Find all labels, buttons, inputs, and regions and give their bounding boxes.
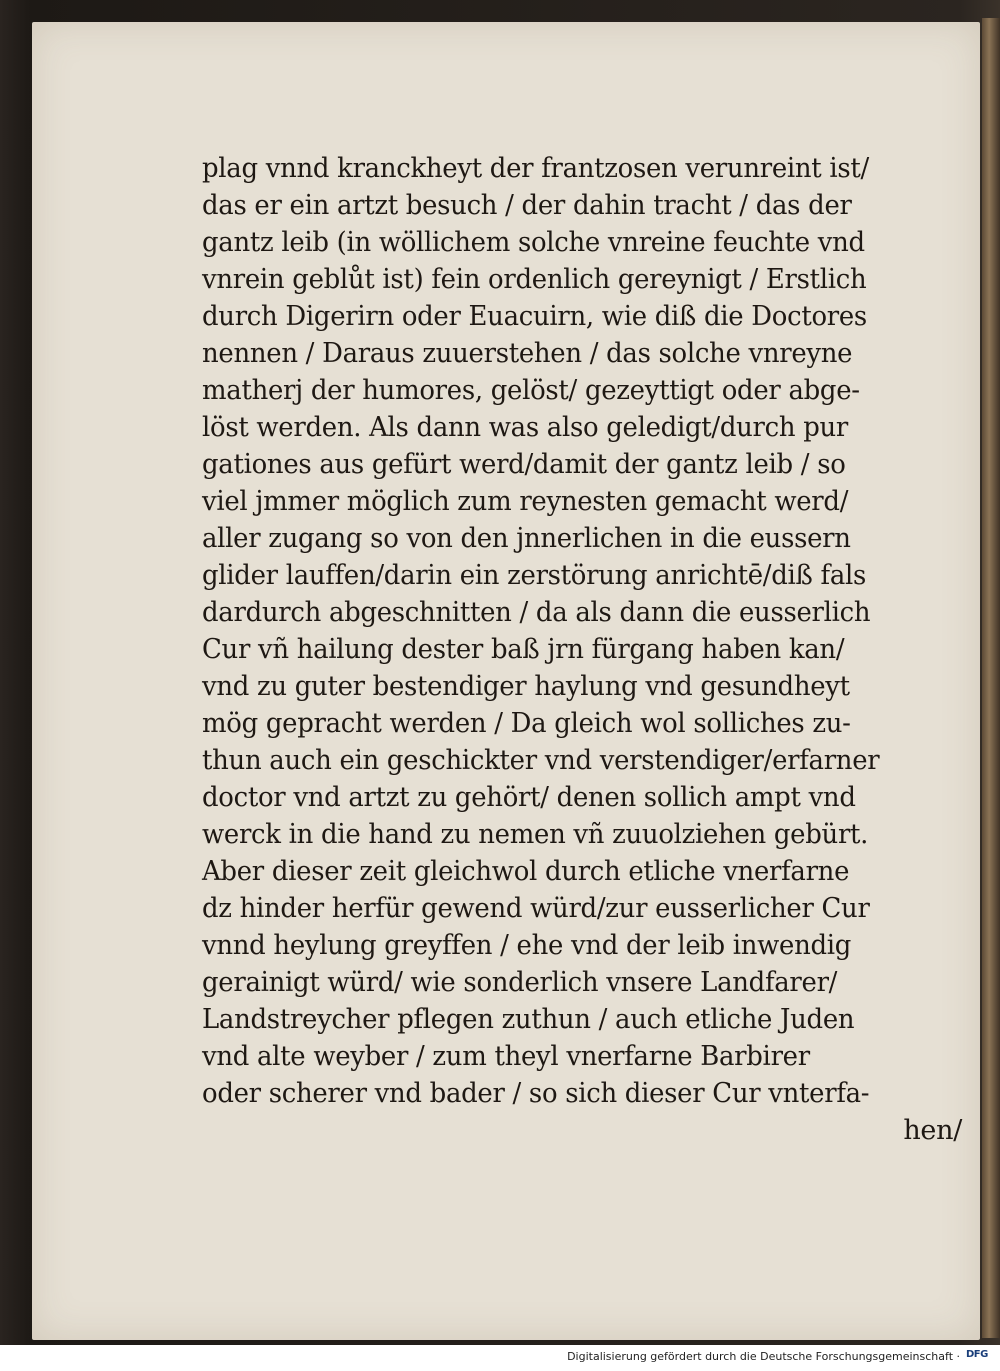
page-text [202,150,962,1149]
text-line: dz hinder herfür gewend würd/zur eusserlicher Cur [202,893,870,924]
text-line: Cur vñ hailung dester baß jrn fürgang haben kan/ [202,634,845,665]
text-line: werck in die hand zu nemen vñ zuuolziehen gebürt. [202,819,869,850]
page-edge [982,18,1000,1338]
text-line: thun auch ein geschickter vnd verstendiger/erfarner [202,745,880,776]
text-line: löst werden. Als dann was also geledigt/durch pur [202,412,849,443]
text-line: gerainigt würd/ wie sonderlich vnsere Landfarer/ [202,967,838,998]
text-line: oder scherer vnd bader / so sich dieser Cur vnterfa- [202,1078,870,1109]
text-line: plag vnnd kranckheyt der frantzosen verunreint ist/ [202,153,869,184]
text-line: viel jmmer möglich zum reynesten gemacht werd/ [202,486,849,517]
catchword: hen/ [903,1115,962,1146]
text-line: gantz leib (in wöllichem solche vnreine feuchte vnd [202,227,865,258]
text-line: nennen / Daraus zuuerstehen / das solche vnreyne [202,338,853,369]
text-line: Landstreycher pflegen zuthun / auch etliche Juden [202,1004,855,1035]
text-line: vnnd heylung greyffen / ehe vnd der leib inwendig [202,930,852,961]
text-line: das er ein artzt besuch / der dahin tracht / das der [202,190,852,221]
text-line: vnd zu guter bestendiger haylung vnd gesundheyt [202,671,850,702]
text-line: aller zugang so von den jnnerlichen in die eussern [202,523,851,554]
text-line: durch Digerirn oder Euacuirn, wie diß die Doctores [202,301,867,332]
text-line: dardurch abgeschnitten / da als dann die eusserlich [202,597,871,628]
text-line: vnd alte weyber / zum theyl vnerfarne Barbirer [202,1041,810,1072]
text-line: mög gepracht werden / Da gleich wol solliches zu- [202,708,851,739]
funding-notice: Digitalisierung gefördert durch die Deutsche Forschungsgemeinschaft · [567,1350,960,1363]
footer-bar [0,1345,1000,1371]
text-line: doctor vnd artzt zu gehört/ denen sollich ampt vnd [202,782,856,813]
dfg-logo: DFG [966,1349,988,1360]
text-line: gationes aus gefürt werd/damit der gantz leib / so [202,449,846,480]
text-line: Aber dieser zeit gleichwol durch etliche vnerfarne [202,856,850,887]
text-line: matherj der humores, gelöst/ gezeyttigt oder abge- [202,375,860,406]
text-line: glider lauffen/darin ein zerstörung anrichtē/diß fals [202,560,867,591]
text-line: vnrein geblůt ist) fein ordenlich gereynigt / Erstlich [202,264,867,295]
